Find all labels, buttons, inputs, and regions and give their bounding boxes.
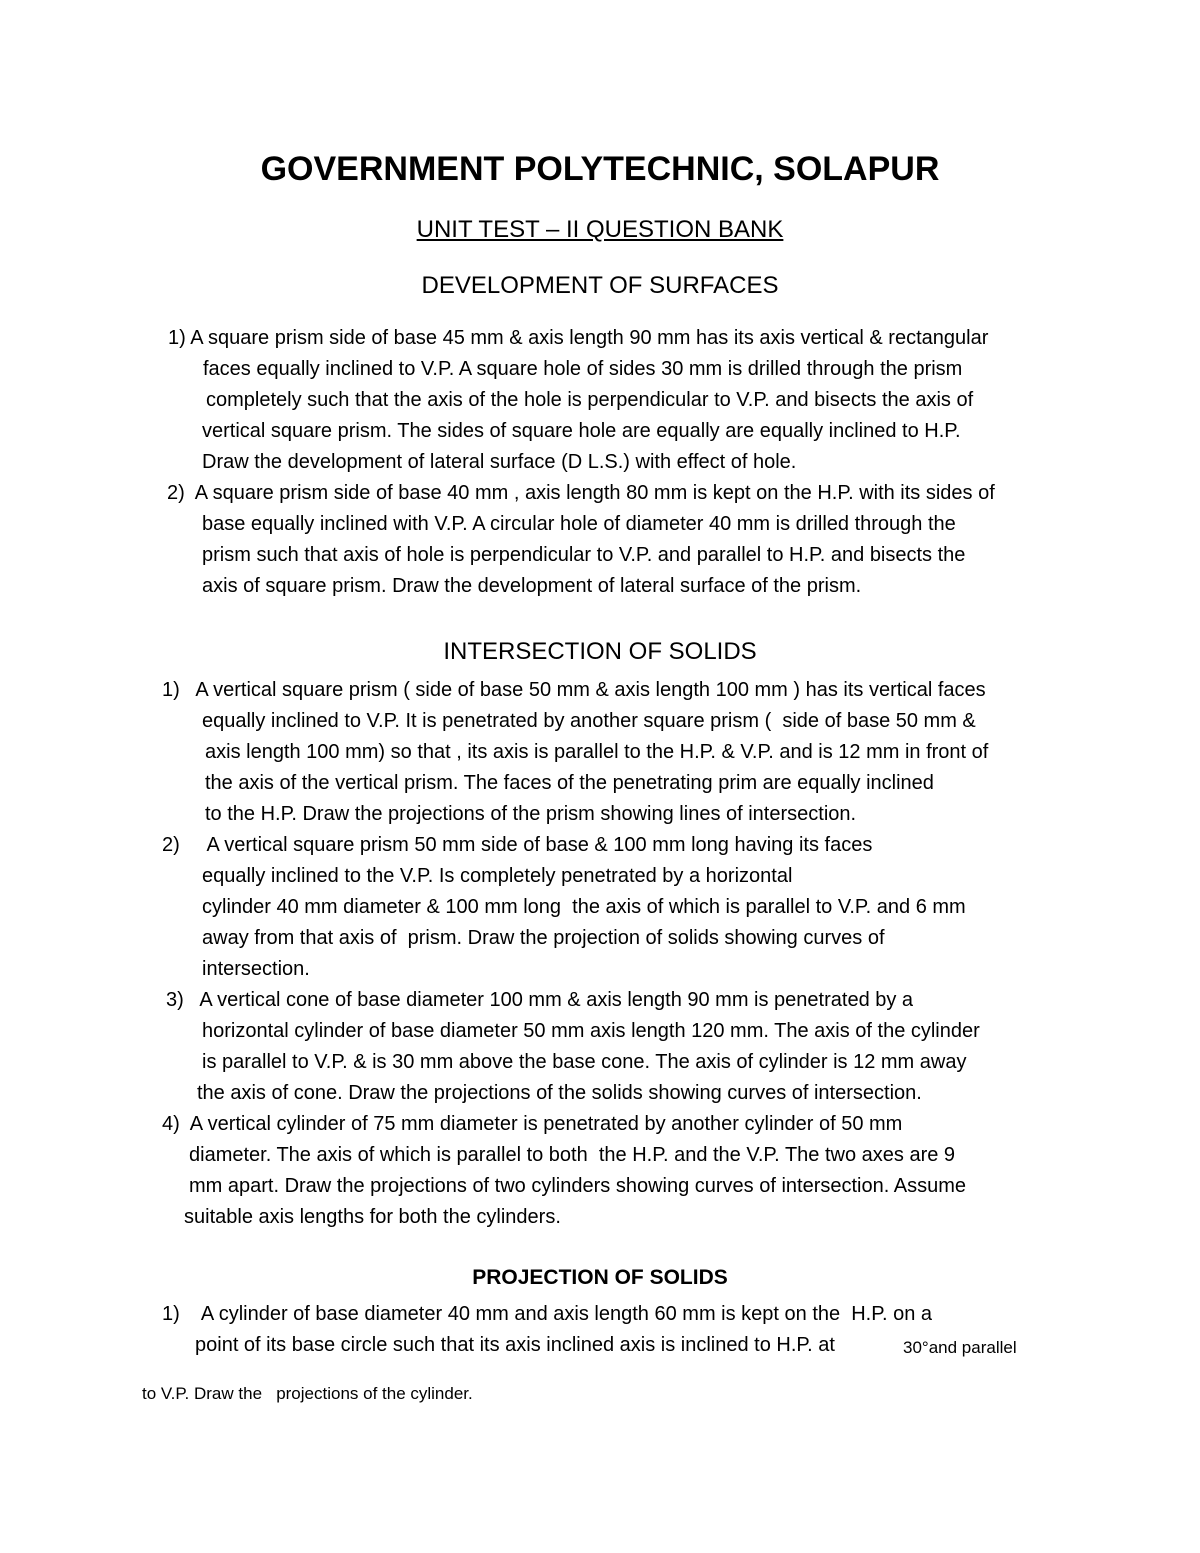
question-line: intersection.: [202, 958, 310, 980]
question-line: point of its base circle such that its axis inclined axis is inclined to H.P. at: [195, 1334, 835, 1356]
question-line: the axis of cone. Draw the projections of the solids showing curves of intersection.: [197, 1082, 922, 1104]
document-title: GOVERNMENT POLYTECHNIC, SOLAPUR: [260, 150, 940, 188]
section-heading-projection: PROJECTION OF SOLIDS: [472, 1266, 728, 1289]
question-line: vertical square prism. The sides of square hole are equally are equally inclined to H.P.: [202, 420, 961, 442]
question-line: cylinder 40 mm diameter & 100 mm long the axis of which is parallel to V.P. and 6 mm: [202, 896, 966, 918]
question-line: equally inclined to the V.P. Is completely penetrated by a horizontal: [202, 865, 793, 887]
question-line: 3) A vertical cone of base diameter 100 mm & axis length 90 mm is penetrated by a: [166, 989, 914, 1011]
question-line: Draw the development of lateral surface (D L.S.) with effect of hole.: [202, 451, 797, 473]
question-line: 4) A vertical cylinder of 75 mm diameter is penetrated by another cylinder of 50 mm: [162, 1113, 903, 1135]
question-line: axis of square prism. Draw the development of lateral surface of the prism.: [202, 575, 862, 597]
question-line: suitable axis lengths for both the cylinders.: [184, 1206, 561, 1228]
question-line: completely such that the axis of the hole is perpendicular to V.P. and bisects the axis of: [206, 389, 974, 411]
question-line: 1) A cylinder of base diameter 40 mm and axis length 60 mm is kept on the H.P. on a: [162, 1303, 933, 1325]
question-line: equally inclined to V.P. It is penetrated by another square prism ( side of base 50 mm &: [202, 710, 976, 732]
question-line: the axis of the vertical prism. The faces of the penetrating prim are equally inclined: [205, 772, 934, 794]
document-subtitle: UNIT TEST – II QUESTION BANK: [416, 216, 784, 243]
section-heading-intersection: INTERSECTION OF SOLIDS: [443, 638, 757, 665]
question-line: prism such that axis of hole is perpendicular to V.P. and parallel to H.P. and bisects the: [202, 544, 966, 566]
question-line: diameter. The axis of which is parallel to both the H.P. and the V.P. The two axes are 9: [189, 1144, 956, 1166]
question-line: 1) A vertical square prism ( side of base 50 mm & axis length 100 mm ) has its vertical faces: [162, 679, 986, 701]
question-line: to the H.P. Draw the projections of the prism showing lines of intersection.: [205, 803, 857, 825]
question-line: 2) A vertical square prism 50 mm side of base & 100 mm long having its faces: [162, 834, 873, 856]
question-line: base equally inclined with V.P. A circular hole of diameter 40 mm is drilled through the: [202, 513, 956, 535]
question-line: mm apart. Draw the projections of two cylinders showing curves of intersection. Assume: [189, 1175, 966, 1197]
question-line: faces equally inclined to V.P. A square hole of sides 30 mm is drilled through the prism: [203, 358, 963, 380]
question-line: axis length 100 mm) so that , its axis is parallel to the H.P. & V.P. and is 12 mm in front of: [205, 741, 989, 763]
question-line-continuation: 30°and parallel: [903, 1338, 1017, 1357]
question-line: 1) A square prism side of base 45 mm & axis length 90 mm has its axis vertical & rectangular: [168, 327, 989, 349]
section-heading-development: DEVELOPMENT OF SURFACES: [421, 272, 779, 299]
question-line: 2) A square prism side of base 40 mm , axis length 80 mm is kept on the H.P. with its sides of: [167, 482, 995, 504]
question-line: to V.P. Draw the projections of the cylinder.: [142, 1384, 473, 1403]
question-line: away from that axis of prism. Draw the projection of solids showing curves of: [202, 927, 885, 949]
question-line: horizontal cylinder of base diameter 50 mm axis length 120 mm. The axis of the cylinder: [202, 1020, 980, 1042]
question-line: is parallel to V.P. & is 30 mm above the base cone. The axis of cylinder is 12 mm away: [202, 1051, 967, 1073]
